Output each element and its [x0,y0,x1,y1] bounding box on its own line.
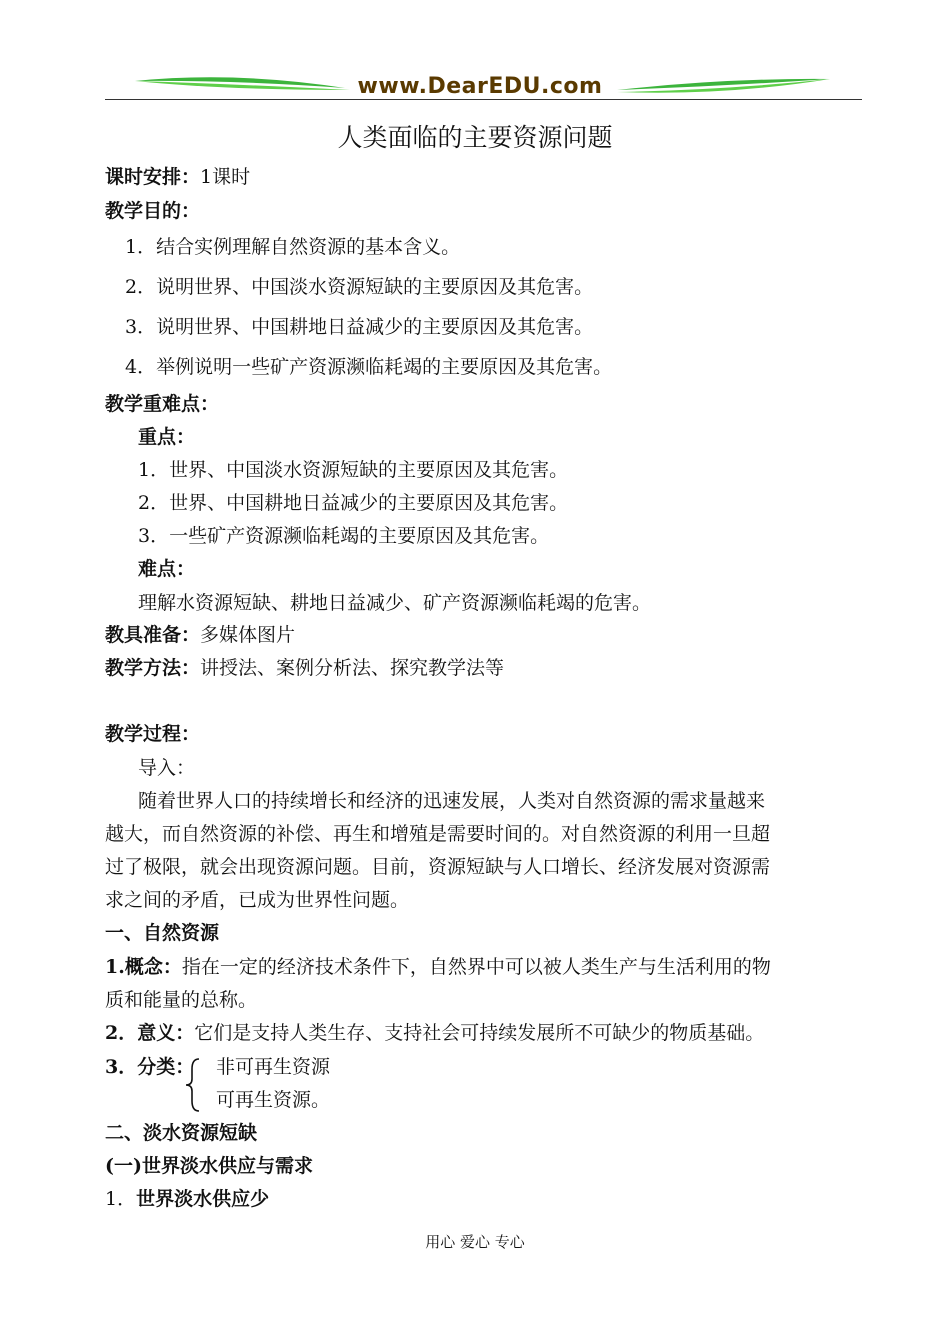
objective-item: 4．举例说明一些矿产资源濒临耗竭的主要原因及其危害。 [125,356,613,378]
site-logo-text: www.DearEDU.com [357,74,603,99]
classification-label: 3．分类： [105,1056,195,1078]
difficult-text: 理解水资源短缺、耕地日益减少、矿产资源濒临耗竭的危害。 [138,592,652,614]
objectives-label: 教学目的： [105,200,201,222]
difficult-label: 难点： [138,558,196,580]
page-footer: 用心 爱心 专心 [425,1233,525,1251]
tools-label: 教具准备： [105,624,201,646]
key-item: 2．世界、中国耕地日益减少的主要原因及其危害。 [138,492,569,514]
intro-paragraph-line: 求之间的矛盾，已成为世界性问题。 [105,889,410,911]
section2-item-text: 世界淡水供应少 [136,1188,270,1210]
objective-item: 2．说明世界、中国淡水资源短缺的主要原因及其危害。 [125,276,594,298]
section1-heading: 一、自然资源 [105,922,220,944]
key-item: 3．一些矿产资源濒临耗竭的主要原因及其危害。 [138,525,550,547]
section2-item-number: 1． [105,1188,137,1210]
methods-line [105,657,504,680]
concept-label: 1.概念： [105,956,182,978]
section2-heading: 二、淡水资源短缺 [105,1122,258,1144]
methods-value: 讲授法、案例分析法、探究教学法等 [200,657,505,679]
meaning-line [105,1022,764,1045]
schedule-value: 1课时 [200,166,251,188]
concept-line [105,956,771,979]
section2-subheading: (一)世界淡水供应与需求 [105,1155,313,1177]
objective-item: 3．说明世界、中国耕地日益减少的主要原因及其危害。 [125,316,594,338]
brace-icon [184,1057,202,1113]
objective-item: 1．结合实例理解自然资源的基本含义。 [125,236,461,258]
tools-value: 多媒体图片 [200,624,296,646]
key-label: 重点： [138,426,196,448]
meaning-text: 它们是支持人类生存、支持社会可持续发展所不可缺少的物质基础。 [194,1022,765,1044]
process-label: 教学过程： [105,723,201,745]
schedule-label: 课时安排： [105,166,201,188]
concept-text-cont: 质和能量的总称。 [105,989,258,1011]
page-title: 人类面临的主要资源问题 [337,123,613,152]
intro-label: 导入： [138,757,196,779]
intro-paragraph-line: 过了极限，就会出现资源问题。目前，资源短缺与人口增长、经济发展对资源需 [105,856,771,878]
section2-item [105,1188,269,1211]
methods-label: 教学方法： [105,657,201,679]
tools-line [105,624,295,647]
header-divider [105,99,862,100]
intro-paragraph-line: 越大，而自然资源的补偿、再生和增殖是需要时间的。对自然资源的利用一旦超 [105,823,771,845]
concept-text: 指在一定的经济技术条件下，自然界中可以被人类生产与生活利用的物 [181,956,771,978]
intro-paragraph-line: 随着世界人口的持续增长和经济的迅速发展，人类对自然资源的需求量越来 [138,790,766,812]
meaning-label: 2．意义： [105,1022,195,1044]
schedule-line [105,166,250,189]
key-item: 1．世界、中国淡水资源短缺的主要原因及其危害。 [138,459,569,481]
classification-item: 可再生资源。 [216,1089,331,1111]
classification-item: 非可再生资源 [216,1056,331,1078]
keypoints-label: 教学重难点： [105,393,220,415]
